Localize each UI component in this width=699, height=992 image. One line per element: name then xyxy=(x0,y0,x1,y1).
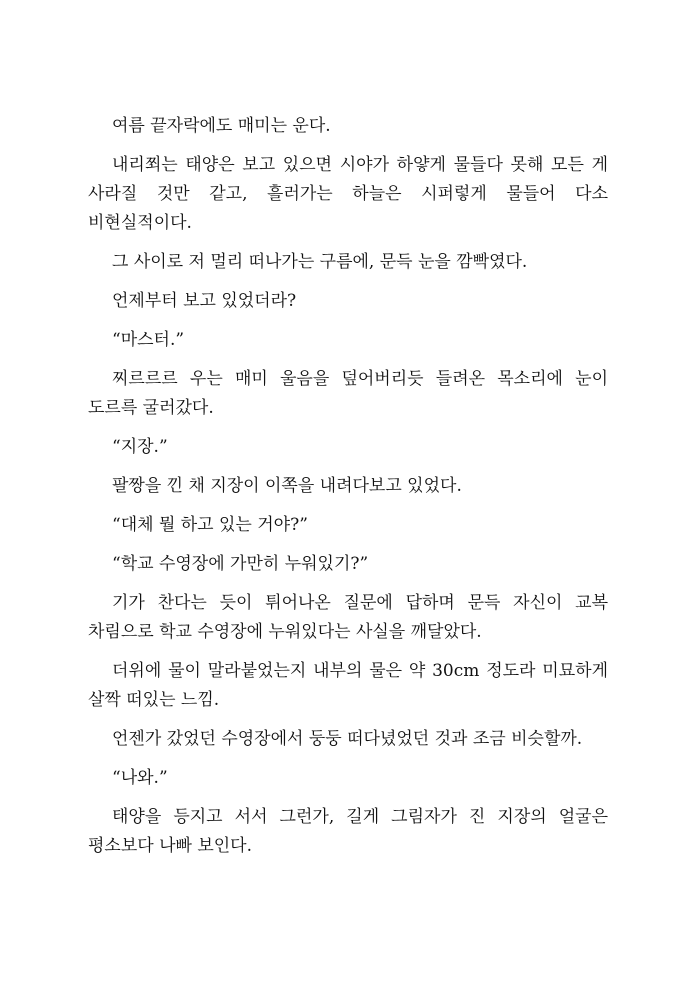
paragraph-5: “마스터.” xyxy=(112,330,185,350)
paragraph-4: 언제부터 보고 있었더라? xyxy=(112,291,297,311)
paragraph-14: “나와.” xyxy=(112,768,168,788)
paragraph-9: “대체 뭘 하고 있는 거야?” xyxy=(112,515,308,535)
paragraph-13: 언젠가 갔었던 수영장에서 둥둥 떠다녔었던 것과 조금 비슷할까. xyxy=(112,729,583,749)
paragraph-8: 팔짱을 낀 채 지장이 이쪽을 내려다보고 있었다. xyxy=(112,476,462,496)
paragraph-7: “지장.” xyxy=(112,437,168,457)
paragraph-3: 그 사이로 저 멀리 떠나가는 구름에, 문득 눈을 깜빡였다. xyxy=(112,252,528,272)
paragraph-11: 기가 찬다는 듯이 튀어나온 질문에 답하며 문득 자신이 교복 차림으로 학교 수영장에 누워있다는 사실을 깨달았다. xyxy=(88,593,608,642)
paragraph-2: 내리쬐는 태양은 보고 있으면 시야가 하얗게 물들다 못해 모든 게 사라질 것만 같고, 흘러가는 하늘은 시퍼렇게 물들어 다소 비현실적이다. xyxy=(88,155,608,233)
paragraph-1: 여름 끝자락에도 매미는 운다. xyxy=(112,116,331,136)
paragraph-12: 더위에 물이 말라붙었는지 내부의 물은 약 30cm 정도라 미묘하게 살짝 떠있는 느낌. xyxy=(88,661,608,710)
story-text xyxy=(88,112,608,871)
paragraph-6: 찌르르르 우는 매미 울음을 덮어버리듯 들려온 목소리에 눈이 도르륵 굴러갔다. xyxy=(88,369,608,418)
paragraph-10: “학교 수영장에 가만히 누워있기?” xyxy=(112,554,369,574)
paragraph-15: 태양을 등지고 서서 그런가, 길게 그림자가 진 지장의 얼굴은 평소보다 나빠 보인다. xyxy=(88,807,608,856)
